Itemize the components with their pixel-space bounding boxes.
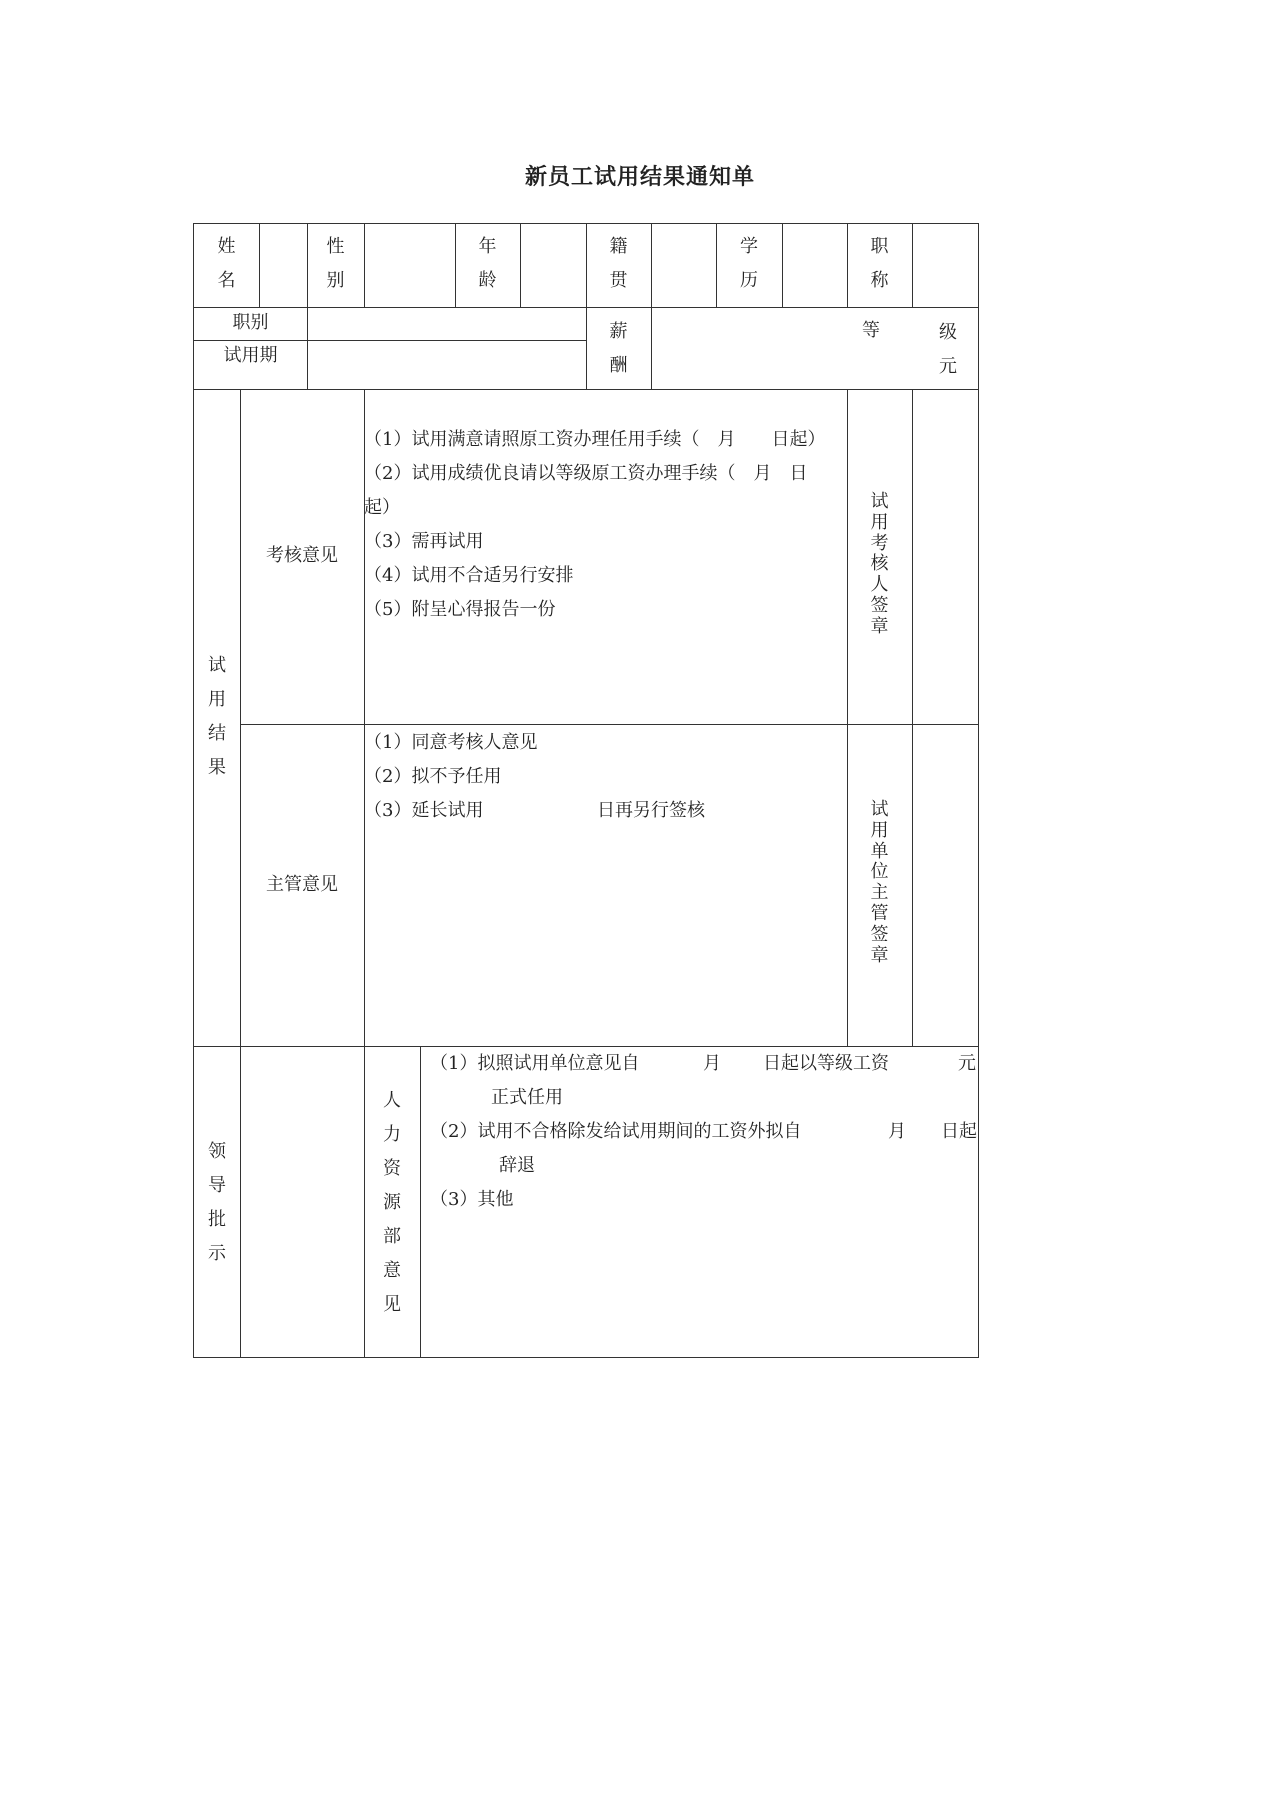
- col-divider: [364, 224, 365, 307]
- salary-label: 薪 酬: [609, 321, 628, 376]
- hr-department-label: 人 力 资 源 部 意 见: [383, 1090, 401, 1315]
- col-divider: [912, 389, 913, 1046]
- hr-option-1-month: 月: [703, 1053, 721, 1074]
- assessment-option-3: （3）需再试用: [364, 531, 484, 552]
- supervisor-label: 主管意见: [266, 874, 338, 895]
- row-divider-assessment: [240, 724, 978, 725]
- yuan-text: 元: [939, 356, 957, 377]
- hr-option-2-cont: 辞退: [499, 1155, 535, 1176]
- supervisor-option-1: （1）同意考核人意见: [364, 732, 538, 753]
- education-label: 学 历: [740, 236, 758, 291]
- col-divider: [307, 307, 308, 389]
- col-divider: [520, 224, 521, 307]
- supervisor-option-2: （2）拟不予任用: [364, 766, 502, 787]
- assessment-option-4: （4）试用不合适另行安排: [364, 565, 574, 586]
- name-label: 姓 名: [217, 236, 236, 291]
- hr-option-1-yuan: 元: [958, 1053, 976, 1074]
- job-title-label: 职 称: [870, 236, 889, 291]
- supervisor-option-3-tail: 日再另行签核: [597, 800, 705, 821]
- hr-option-3: （3）其他: [430, 1189, 514, 1210]
- assessment-label: 考核意见: [266, 545, 338, 566]
- grade-text: 等: [862, 320, 880, 341]
- col-divider: [651, 224, 652, 307]
- supervisor-option-3: （3）延长试用: [364, 800, 484, 821]
- grade-text-2: 级: [939, 322, 957, 343]
- supervisor-signature-label: 试 用 单 位 主 管 签 章: [870, 799, 889, 966]
- gender-label: 性 别: [326, 236, 345, 291]
- hr-option-1-cont: 正式任用: [491, 1087, 563, 1108]
- trial-result-label: 试 用 结 果: [208, 655, 226, 778]
- position-label: 职别: [232, 312, 269, 333]
- col-divider: [912, 224, 913, 307]
- col-divider: [240, 1046, 241, 1357]
- assessor-signature-label: 试 用 考 核 人 签 章: [870, 491, 889, 637]
- assessment-option-5: （5）附呈心得报告一份: [364, 599, 556, 620]
- hr-option-2-month: 月: [888, 1121, 906, 1142]
- hr-option-2: （2）试用不合格除发给试用期间的工资外拟自: [430, 1121, 802, 1142]
- hr-option-1: （1）拟照试用单位意见自: [430, 1053, 640, 1074]
- col-divider: [420, 1046, 421, 1357]
- page-title: 新员工试用结果通知单: [524, 165, 755, 190]
- hr-option-2-day: 日起: [941, 1121, 977, 1142]
- assessment-option-2-cont: 起）: [364, 497, 400, 518]
- assessment-option-1: （1）试用满意请照原工资办理任用手续（ 月 日起）: [364, 429, 826, 450]
- hometown-label: 籍 贯: [609, 236, 628, 291]
- col-divider: [259, 224, 260, 307]
- trial-result-form: [193, 223, 979, 1358]
- trial-period-label: 试用期: [223, 345, 278, 366]
- col-divider: [651, 307, 652, 389]
- assessment-option-2: （2）试用成绩优良请以等级原工资办理手续（ 月 日: [364, 463, 808, 484]
- col-divider: [782, 224, 783, 307]
- age-label: 年 龄: [478, 236, 497, 291]
- col-divider: [240, 389, 241, 1046]
- hr-option-1-day: 日起以等级工资: [763, 1053, 889, 1074]
- row-divider-second: [194, 389, 978, 390]
- leader-approval-label: 领 导 批 示: [208, 1141, 226, 1264]
